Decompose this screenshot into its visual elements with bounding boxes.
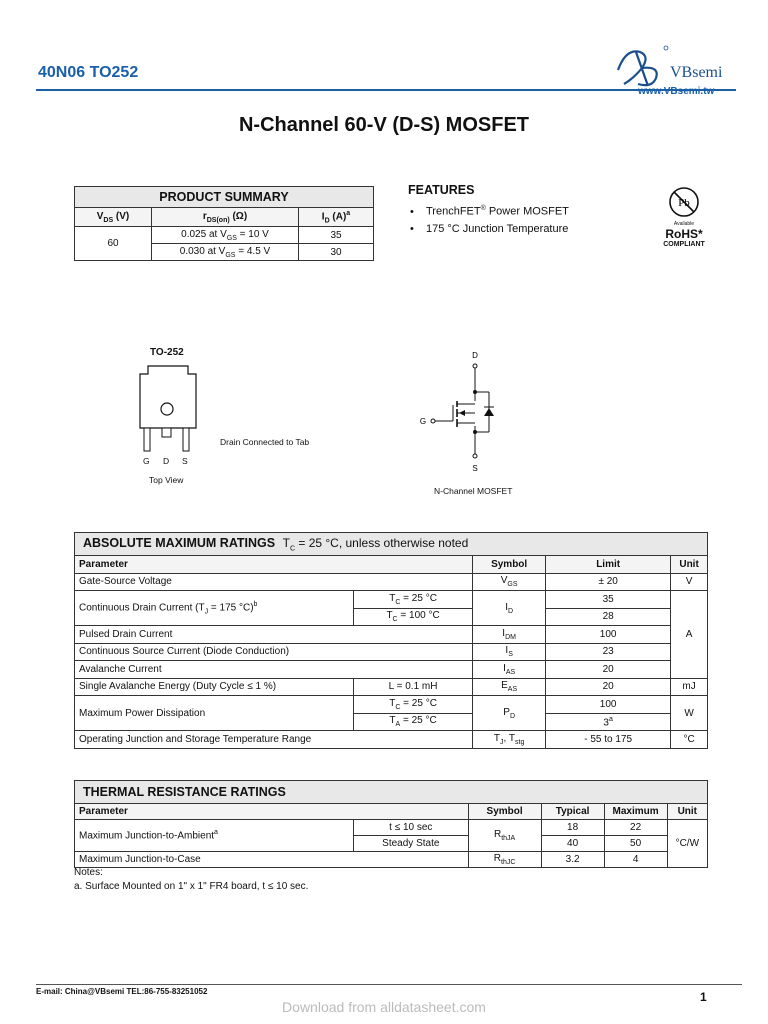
brand-name: VBsemi	[670, 64, 723, 81]
col-parameter: Parameter	[75, 556, 473, 574]
top-view-label: Top View	[149, 475, 184, 485]
col-maximum: Maximum	[604, 804, 667, 820]
svg-text:G: G	[419, 417, 427, 426]
col-unit: Unit	[667, 804, 707, 820]
table-row: Gate-Source Voltage $V_{GS}$ ± 20 V	[75, 573, 708, 591]
part-number: 40N06 TO252	[38, 64, 139, 81]
vds-value: 60	[75, 227, 152, 261]
col-rds: $r_{DS(on)}$ (Ω)	[152, 208, 299, 227]
footer-divider	[36, 984, 742, 985]
rds-cond: 0.030 at $V_{GS} = 4.5$ V	[152, 244, 299, 261]
rohs-compliant: COMPLIANT	[663, 241, 705, 248]
watermark: Download from alldatasheet.com	[282, 999, 486, 1015]
table-row: Maximum Power Dissipation $T_C = 25$ °C $P_D$ 100 W	[75, 696, 708, 714]
pin-s: S	[182, 456, 188, 466]
svg-text:S: S	[472, 464, 478, 473]
thermal-title: THERMAL RESISTANCE RATINGS	[75, 781, 708, 804]
col-typical: Typical	[541, 804, 604, 820]
pin-g: G	[143, 456, 150, 466]
package-name: TO-252	[150, 347, 184, 358]
col-unit: Unit	[671, 556, 708, 574]
note-a: a. Surface Mounted on 1" x 1" FR4 board, t ≤ 10 sec.	[74, 881, 309, 892]
rds-cond: 0.025 at $V_{GS} = 10$ V	[152, 227, 299, 244]
col-id: $I_D$ $(A)^a$	[299, 208, 374, 227]
id-value: 30	[299, 244, 374, 261]
abs-max-title: ABSOLUTE MAXIMUM RATINGS $T_C = 25$ °C, unless otherwise noted	[75, 533, 708, 556]
document-title: N-Channel 60-V (D-S) MOSFET	[238, 114, 529, 136]
rohs-available: Available	[673, 221, 695, 227]
svg-text:D: D	[472, 351, 478, 360]
pb-free-icon	[668, 186, 700, 218]
tab-note: Drain Connected to Tab	[220, 437, 310, 447]
absolute-max-ratings-table	[74, 532, 708, 749]
website-url: www.VBsemi.tw	[638, 86, 715, 97]
notes	[74, 866, 308, 894]
pin-d: D	[163, 456, 170, 466]
rohs-label: RoHS*	[665, 227, 703, 241]
table-row: Single Avalanche Energy (Duty Cycle ≤ 1 %) L = 0.1 mH $E_{AS}$ 20 mJ	[75, 678, 708, 696]
col-vds: $V_{DS}$ (V)	[75, 208, 152, 227]
table-row: Pulsed Drain Current $I_{DM}$ 100	[75, 626, 708, 644]
col-symbol: Symbol	[473, 556, 546, 574]
svg-text:Pb: Pb	[678, 197, 690, 209]
table-row: Continuous Drain Current ($T_J = 175$ °C)$^b$ $T_C = 25$ °C $I_D$ 35 A	[75, 591, 708, 609]
table-row: Continuous Source Current (Diode Conduction) $I_S$ 23	[75, 643, 708, 661]
table-row: Steady State 40 50	[75, 836, 708, 852]
table-row: Avalanche Current $I_{AS}$ 20	[75, 661, 708, 679]
col-parameter: Parameter	[75, 804, 469, 820]
to252-package-drawing	[132, 360, 204, 454]
mosfet-schematic	[415, 345, 515, 475]
table-row: $T_C = 100$ °C 28	[75, 608, 708, 626]
notes-title: Notes:	[74, 867, 103, 878]
table-row: $T_A = 25$ °C 3$^a$	[75, 713, 708, 731]
footer-contact: E-mail: China@VBsemi TEL:86-755-83251052	[36, 987, 208, 996]
schematic-caption: N-Channel MOSFET	[434, 486, 513, 496]
col-limit: Limit	[546, 556, 671, 574]
col-symbol: Symbol	[468, 804, 541, 820]
page-number: 1	[700, 990, 707, 1004]
feature-item: • TrenchFET® Power MOSFET	[410, 200, 569, 221]
thermal-resistance-table	[74, 780, 708, 868]
features-title: FEATURES	[408, 183, 475, 197]
table-row: Maximum Junction-to-Ambient$^a$ t ≤ 10 sec $R_{thJA}$ 18 22 °C/W	[75, 820, 708, 836]
table-row: Operating Junction and Storage Temperature Range $T_J$, $T_{stg}$ - 55 to 175 °C	[75, 731, 708, 749]
features-list	[410, 200, 569, 238]
feature-item: • 175 °C Junction Temperature	[410, 221, 569, 238]
table-row: Maximum Junction-to-Case $R_{thJC}$ 3.2 4	[75, 852, 708, 868]
product-summary-table	[74, 186, 374, 261]
product-summary-title: PRODUCT SUMMARY	[75, 187, 374, 208]
rohs-badge	[652, 186, 716, 248]
id-value: 35	[299, 227, 374, 244]
